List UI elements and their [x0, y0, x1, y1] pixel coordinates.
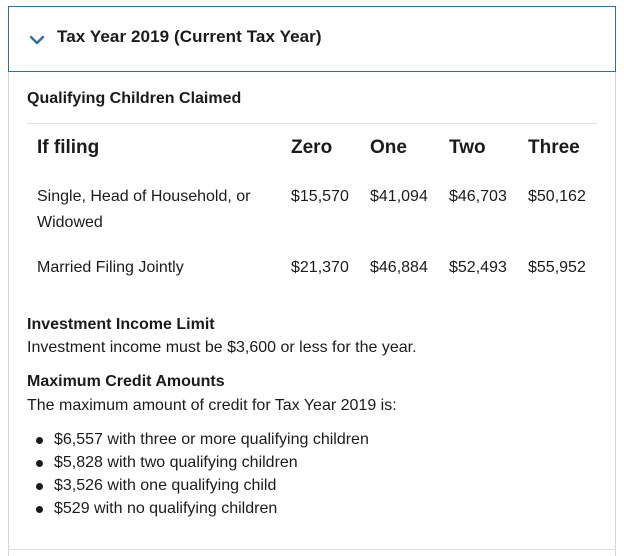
chevron-down-icon — [28, 31, 46, 49]
column-header-one: One — [370, 137, 407, 158]
accordion-title: Tax Year 2019 (Current Tax Year) — [57, 27, 322, 46]
table-cell: $15,570 — [291, 188, 349, 205]
row-label: Married Filing Jointly — [37, 259, 184, 276]
bullet-icon — [36, 437, 43, 444]
column-header-if-filing: If filing — [37, 137, 100, 158]
investment-income-heading: Investment Income Limit — [27, 316, 215, 333]
list-item: $5,828 with two qualifying children — [27, 451, 369, 474]
investment-income-text: Investment income must be $3,600 or less for the year. — [27, 339, 417, 356]
column-header-three: Three — [528, 137, 580, 158]
table-cell: $50,162 — [528, 188, 586, 205]
table-cell: $41,094 — [370, 188, 428, 205]
table-cell: $52,493 — [449, 259, 507, 276]
table-cell: $46,884 — [370, 259, 428, 276]
table-cell: $46,703 — [449, 188, 507, 205]
bullet-icon — [36, 506, 43, 513]
table-cell: $21,370 — [291, 259, 349, 276]
panel-divider — [8, 549, 616, 550]
income-limits-table — [27, 123, 597, 276]
column-header-zero: Zero — [291, 137, 333, 158]
accordion-toggle-tax-year-2019[interactable] — [8, 6, 616, 72]
row-label: Single, Head of Household, or — [37, 188, 251, 205]
table-cell: $55,952 — [528, 259, 586, 276]
list-item: $529 with no qualifying children — [27, 497, 369, 520]
bullet-icon — [36, 460, 43, 467]
row-label-continued: Widowed — [37, 214, 103, 231]
section-heading-qualifying-children: Qualifying Children Claimed — [27, 90, 242, 107]
max-credit-text: The maximum amount of credit for Tax Year 2019 is: — [27, 397, 397, 414]
max-credit-heading: Maximum Credit Amounts — [27, 373, 225, 390]
list-item: $3,526 with one qualifying child — [27, 474, 369, 497]
max-credit-list — [27, 428, 369, 520]
column-header-two: Two — [449, 137, 486, 158]
bullet-icon — [36, 483, 43, 490]
list-item: $6,557 with three or more qualifying children — [27, 428, 369, 451]
